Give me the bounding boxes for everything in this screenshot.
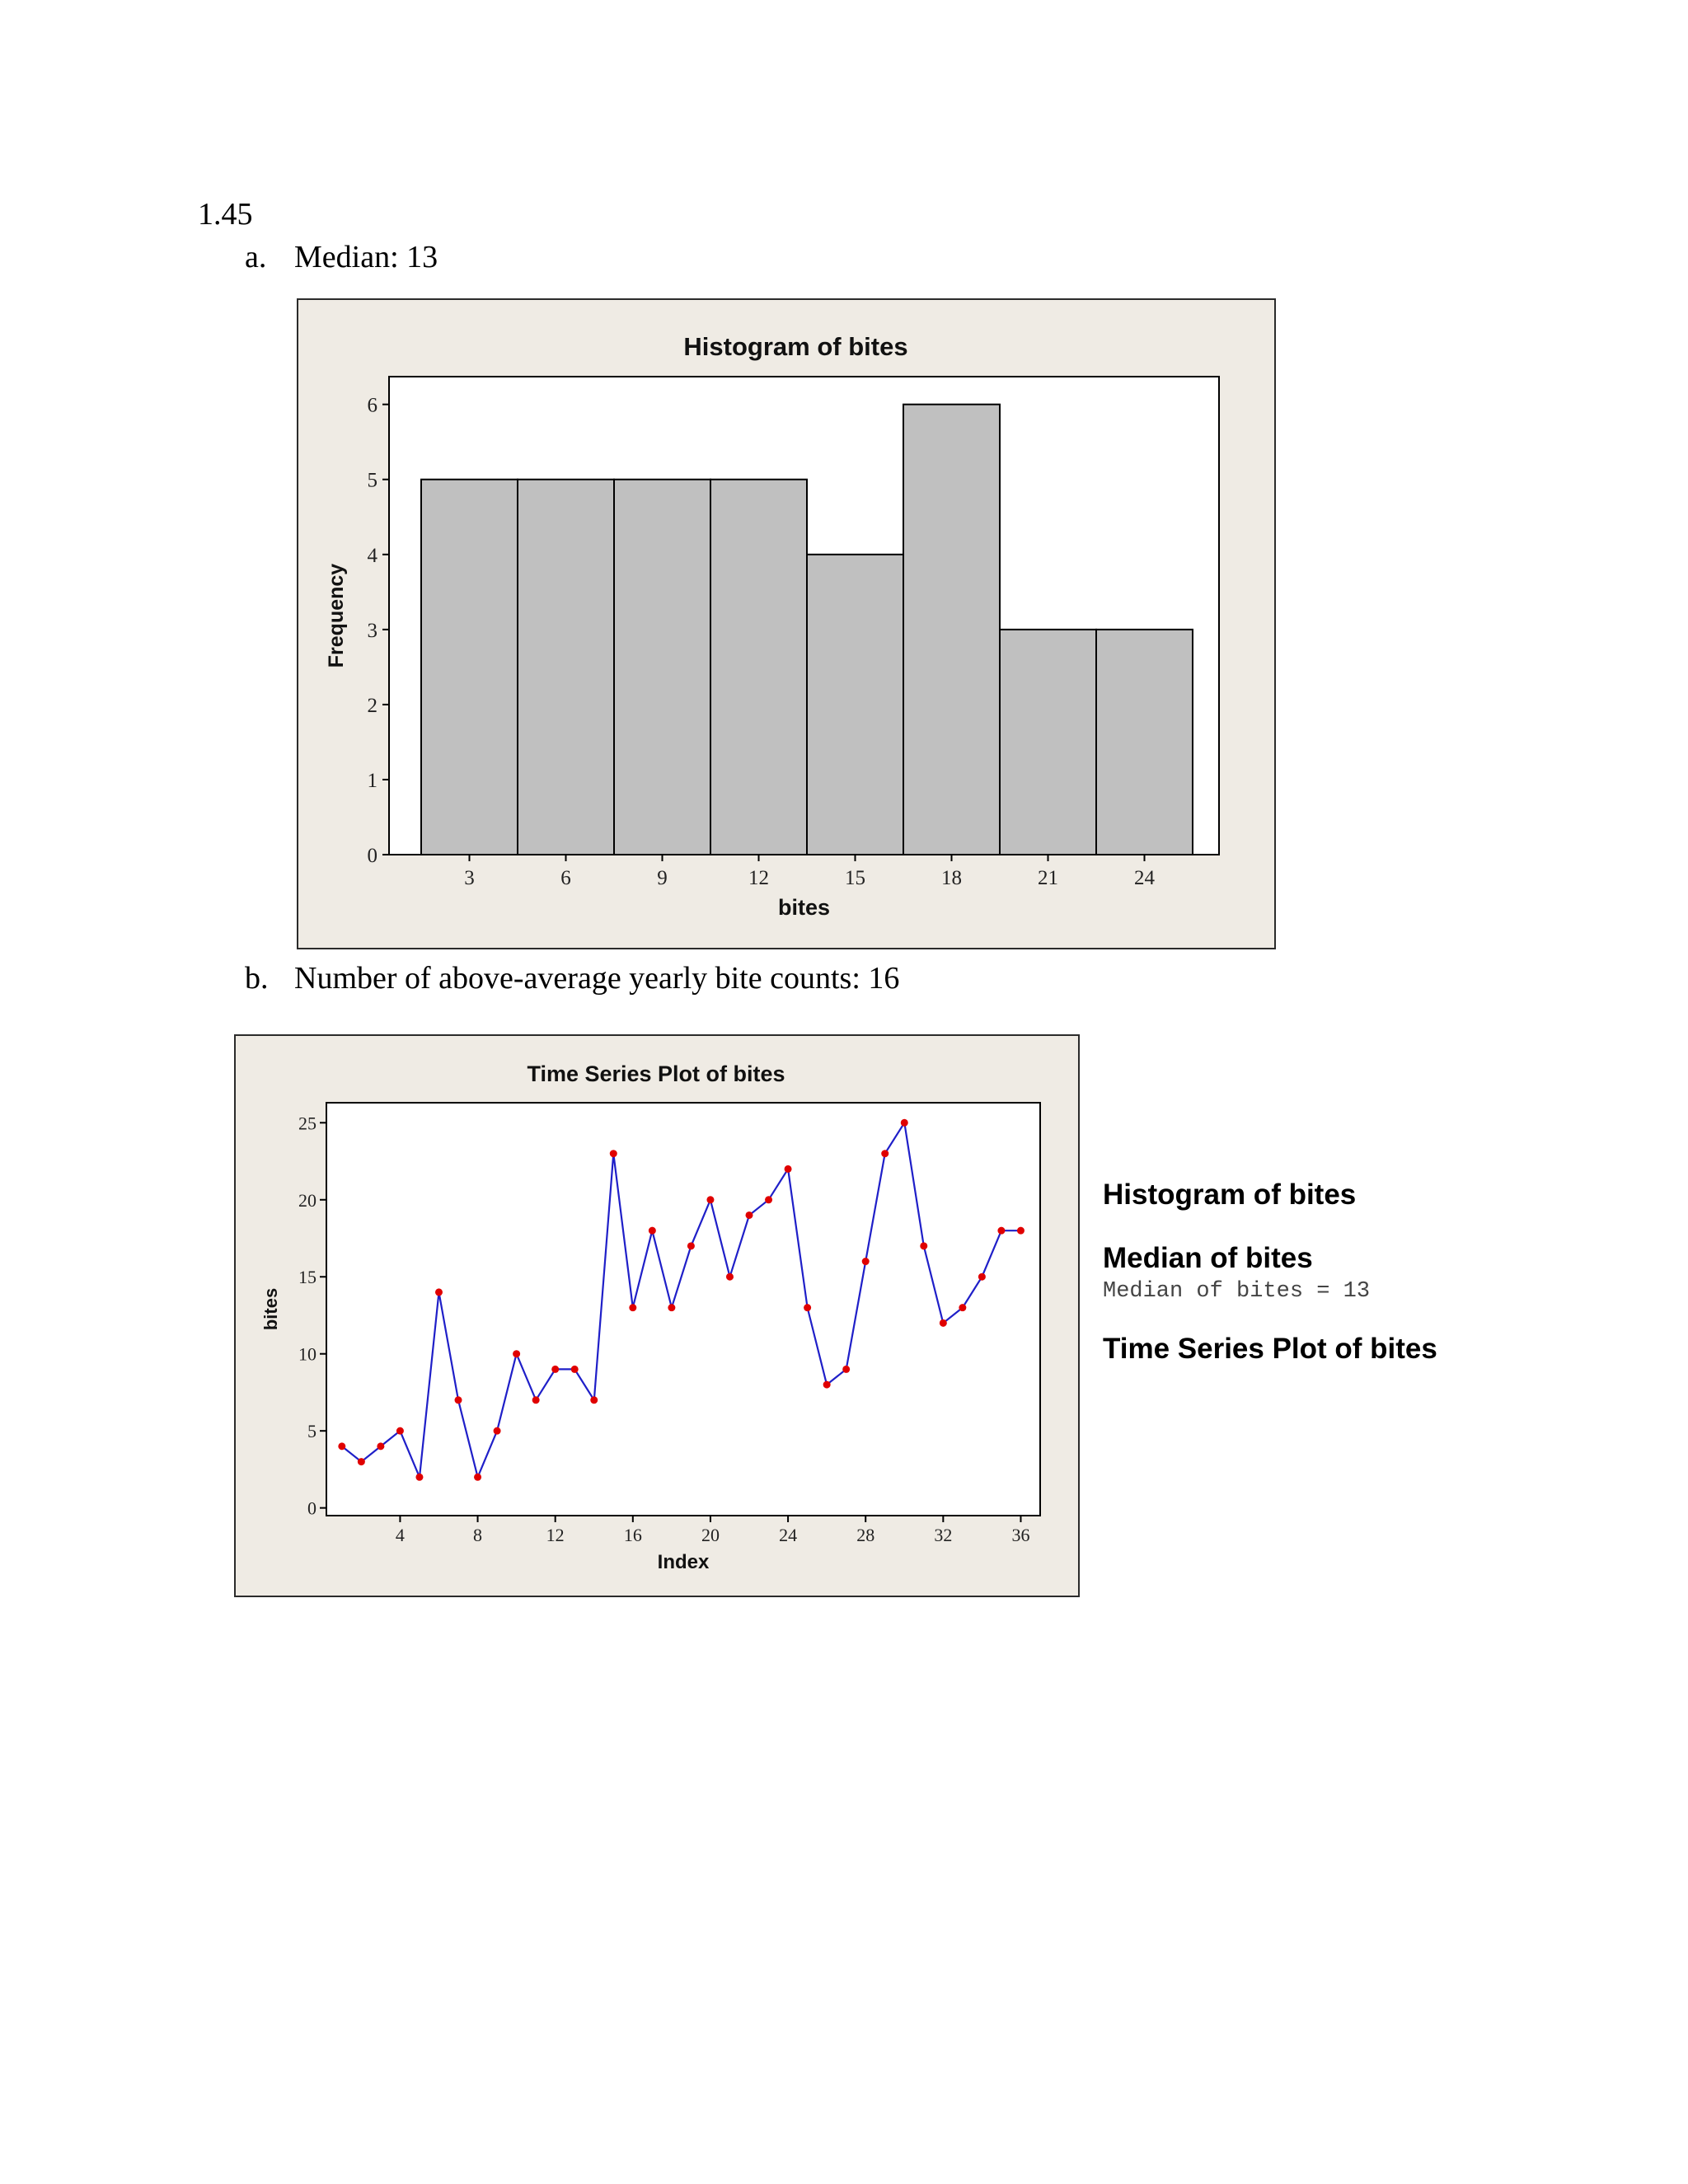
x-tick-label: 3 [464,867,475,889]
problem-number: 1.45 [198,197,253,232]
y-tick-label: 6 [367,394,377,417]
data-point [629,1304,636,1311]
data-point [920,1242,927,1249]
x-tick-label: 15 [845,867,865,889]
y-tick-label: 1 [367,769,377,792]
data-point [959,1304,966,1311]
x-axis-label: bites [777,895,831,920]
histogram-bar [807,555,903,855]
data-point [435,1288,443,1296]
y-axis-label: bites [260,1287,281,1331]
data-point [610,1150,617,1157]
chart-title: Histogram of bites [683,332,908,361]
y-tick-label: 25 [298,1113,316,1134]
data-point [358,1458,365,1465]
side-median-heading: Median of bites [1103,1242,1313,1274]
side-median-output: Median of bites = 13 [1103,1279,1371,1304]
x-tick-label: 8 [473,1525,483,1545]
data-point [978,1273,986,1281]
data-point [1017,1227,1025,1235]
data-point [765,1196,772,1203]
y-tick-label: 20 [298,1189,316,1211]
histogram-svg [298,300,1274,948]
histogram-bar [518,480,614,855]
y-tick-label: 10 [298,1343,316,1365]
y-tick-label: 0 [307,1497,316,1519]
x-tick-label: 6 [560,867,571,889]
y-tick-label: 5 [367,469,377,492]
y-tick-label: 15 [298,1267,316,1288]
data-point [842,1366,850,1373]
data-point [396,1427,404,1435]
data-point [338,1442,345,1450]
data-point [823,1381,831,1389]
data-point [706,1196,714,1203]
x-tick-label: 21 [1038,867,1058,889]
x-tick-label: 12 [748,867,769,889]
data-point [474,1474,481,1481]
x-tick-label: 24 [779,1525,798,1545]
x-tick-label: 16 [623,1525,642,1545]
data-point [415,1474,423,1481]
y-tick-label: 3 [367,619,377,642]
item-b-letter: b. [245,961,269,996]
data-point [881,1150,889,1157]
data-point [901,1119,908,1127]
time-series-svg [236,1036,1078,1596]
data-point [532,1396,540,1404]
data-point [997,1227,1005,1235]
histogram-bar [1000,630,1096,855]
histogram-bar [903,405,1000,855]
y-tick-label: 0 [367,845,377,867]
item-b [245,960,899,996]
x-tick-label: 32 [934,1525,953,1545]
y-tick-label: 2 [367,694,377,717]
data-point [862,1258,870,1265]
data-point [551,1366,559,1373]
histogram-chart [297,298,1276,949]
data-point [726,1273,734,1281]
data-point [590,1396,598,1404]
time-series-chart [234,1034,1080,1597]
histogram-bar [1096,630,1193,855]
x-tick-label: 4 [395,1525,405,1545]
x-tick-label: 28 [856,1525,875,1545]
x-tick-label: 12 [546,1525,565,1545]
ts-plot-area [326,1103,1040,1516]
histogram-bar [421,480,518,855]
x-axis-label: Index [657,1551,710,1573]
x-tick-label: 18 [941,867,962,889]
x-tick-label: 24 [1134,867,1155,889]
data-point [571,1366,579,1373]
item-b-text: Number of above-average yearly bite counts: 16 [294,961,900,996]
x-tick-label: 36 [1011,1525,1030,1545]
x-tick-label: 20 [701,1525,720,1545]
data-point [668,1304,675,1311]
data-point [494,1427,501,1435]
histogram-bar [614,480,710,855]
data-point [746,1212,753,1219]
y-tick-label: 4 [367,544,377,567]
side-histogram-heading: Histogram of bites [1103,1179,1357,1211]
data-point [804,1304,811,1311]
data-point [785,1165,792,1173]
item-a-letter: a. [245,240,267,274]
item-a-text: Median: 13 [294,240,438,274]
side-timeseries-heading: Time Series Plot of bites [1103,1333,1437,1365]
data-point [377,1442,384,1450]
y-axis-label: Frequency [325,563,348,668]
x-tick-label: 9 [657,867,668,889]
histogram-bar [710,480,807,855]
data-point [513,1350,520,1357]
item-a [245,239,438,275]
data-point [649,1227,656,1235]
data-point [940,1319,947,1327]
data-point [455,1396,462,1404]
chart-title: Time Series Plot of bites [527,1062,785,1086]
data-point [687,1242,695,1249]
y-tick-label: 5 [307,1421,316,1442]
